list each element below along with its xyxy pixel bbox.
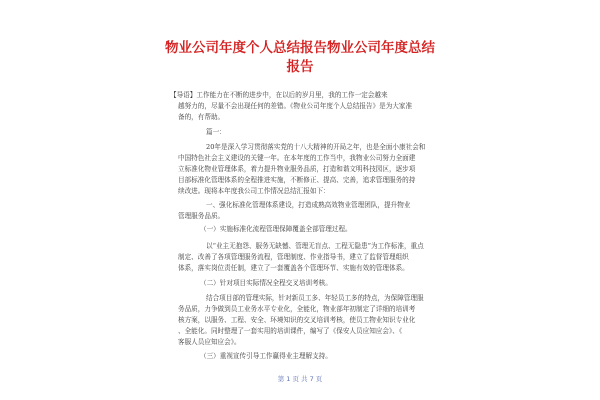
document-title-line-2: 报告 xyxy=(286,59,314,75)
body-line: 管理服务品质。 xyxy=(178,212,225,220)
body-line: 结合项目部的管理实际，针对新员工多、年轻员工多的特点，为保障管理服 xyxy=(206,294,424,302)
body-line: 20年是深入学习贯彻落实党的十八大精神的开局之年，也是全面小康社会和 xyxy=(206,143,426,151)
body-line: 备的，有帮助。 xyxy=(178,113,225,121)
body-line: 务品质，力争做到员工业务水平专业化，全能化，物业部年初制定了详细的培训考 xyxy=(178,305,416,313)
body-line: 篇一： xyxy=(206,128,226,136)
body-line: （一）实施标准化流程管理保障覆盖全部管理过程。 xyxy=(200,225,352,233)
body-line: 目部标准化管理体系的全程推进实施，不断修正、提高、完善，追求管理服务的持 xyxy=(178,176,416,184)
body-line: （二）针对项目实际情况全程交叉培训考核。 xyxy=(200,279,332,287)
body-line: 立标准化物业管理体系，着力提升物业服务品质，打造和谐文明科技园区，逐步项 xyxy=(178,165,416,173)
body-line: 以“业主无抱怨、服务无缺憾、管理无盲点、工程无隐患”为工作标准，重点 xyxy=(206,242,424,250)
body-line: 核方案，以服务、工程、安全、环境知识的交叉培训考核，使员工物业知识专业化 xyxy=(178,316,416,324)
page-indicator: 第 1 页 共 7 页 xyxy=(277,375,323,383)
body-line: 【导语】工作能力在不断的进步中，在以后的岁月里，我的工作一定会越来 xyxy=(170,91,388,99)
body-line: 客服人员应知应会》。 xyxy=(178,338,241,346)
body-line: 、全能化。同时整理了一套实用的培训课件，编写了《保安人员应知应会》、《 xyxy=(178,327,403,335)
body-line: 续改进。现将本年度我公司工作情况总结汇报如下： xyxy=(178,187,330,195)
body-line: 越努力的，尽量不会出现任何的差错。《物业公司年度个人总结报告》是为大家准 xyxy=(178,102,413,110)
body-line: 一、强化标准化管理体系建设，打造成熟高效物业管理团队，提升物业 xyxy=(206,201,411,209)
body-line: （三）重视宣传引导工作赢得业主理解支持。 xyxy=(200,352,332,360)
document-title-line-1: 物业公司年度个人总结报告物业公司年度总结 xyxy=(165,40,435,56)
body-line: 体系，落实岗位责任制，建立了一套覆盖各个管理环节、实施有效的管理体系。 xyxy=(178,264,409,272)
body-line: 制定、改善了各项管理服务流程，管理制度、作业指导书，建立了监督管理组织 xyxy=(178,253,409,261)
body-line: 中国特色社会主义建设的关键一年。在本年度的工作当中，我物业公司努力全面建 xyxy=(178,154,416,162)
